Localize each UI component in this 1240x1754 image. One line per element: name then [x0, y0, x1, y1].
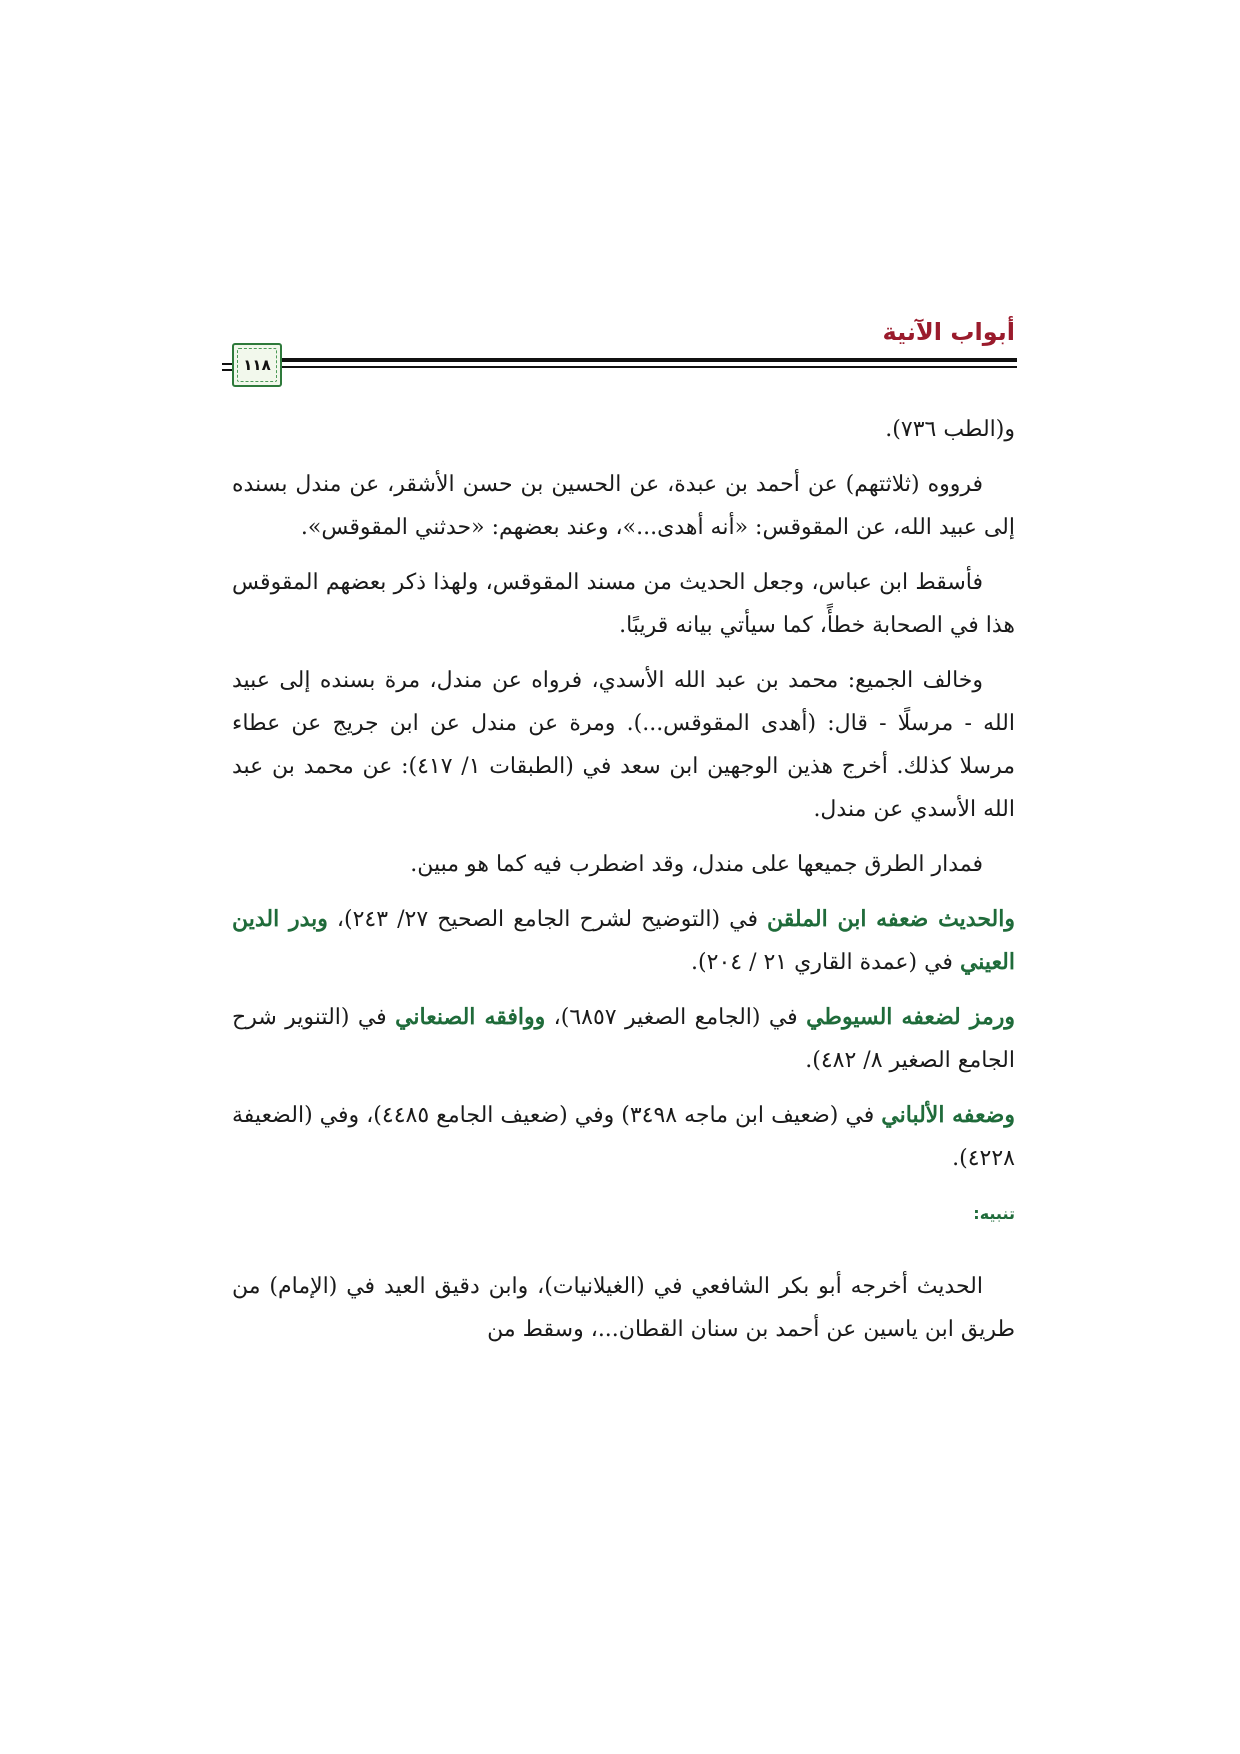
paragraph-continuation: و(الطب ٧٣٦). — [885, 417, 1015, 442]
paragraph-narrators: فرووه (ثلاثتهم) عن أحمد بن عبدة، عن الحسين بن حسن الأشقر، عن مندل بسنده إلى عبيد الله، عن المقوقس: «أنه أهدى...»، وعند بعضهم: «حدثني المقوقس». — [232, 472, 1015, 540]
highlight-ibn-mulaqqin: والحديث ضعفه ابن الملقن — [767, 906, 1015, 932]
text-segment: في (الجامع الصغير ٦٨٥٧)، — [545, 1005, 807, 1030]
header-rule-thin — [282, 366, 1017, 368]
highlight-albani: وضعفه الألباني — [881, 1102, 1015, 1128]
text-segment: في (عمدة القاري ٢١ / ٢٠٤). — [691, 950, 960, 975]
header-rule-thick — [282, 358, 1017, 362]
running-header-title: أبواب الآنية — [882, 318, 1015, 346]
page-number: ١١٨ — [243, 356, 271, 374]
page-number-badge — [232, 343, 282, 387]
page-body — [232, 408, 1015, 1363]
text-segment: في (التنوير شرح الجامع الصغير ٨/ ٤٨٢). — [232, 1005, 1015, 1073]
text-segment: في (ضعيف ابن ماجه ٣٤٩٨) وفي (ضعيف الجامع ٤٤٨٥)، وفي (الضعيفة ٤٢٢٨). — [232, 1103, 1015, 1171]
highlight-ayni: وبدر الدين العيني — [232, 906, 1015, 975]
paragraph-ibn-mulaqqin — [232, 898, 1015, 984]
paragraph-mandal: فمدار الطرق جميعها على مندل، وقد اضطرب فيه كما هو مبين. — [410, 852, 983, 877]
paragraph-note: الحديث أخرجه أبو بكر الشافعي في (الغيلانيات)، وابن دقيق العيد في (الإمام) من طريق ابن ياسين عن أحمد بن سنان القطان...، وسقط من — [232, 1274, 1015, 1342]
paragraph-suyuti — [232, 996, 1015, 1082]
note-heading: تنبيه: — [973, 1204, 1015, 1223]
text-segment: في (التوضيح لشرح الجامع الصحيح ٢٧/ ٢٤٣)، — [327, 907, 768, 932]
highlight-suyuti: ورمز لضعفه السيوطي — [806, 1004, 1015, 1030]
paragraph-asadi: وخالف الجميع: محمد بن عبد الله الأسدي، فرواه عن مندل، مرة بسنده إلى عبيد الله - مرسلًا - قال: (أهدى المقوقس...). ومرة عن مندل عن ابن جريج عن عطاء مرسلا كذلك. أخرج هذين الوجهين ابن سعد في (الطبقات ١/ ٤١٧): عن محمد بن عبد الله الأسدي عن مندل. — [232, 668, 1016, 822]
paragraph-albani — [232, 1094, 1015, 1180]
highlight-sanani: ووافقه الصنعاني — [395, 1004, 546, 1030]
paragraph-ibn-abbas: فأسقط ابن عباس، وجعل الحديث من مسند المقوقس، ولهذا ذكر بعضهم المقوقس هذا في الصحابة خطأً، كما سيأتي بيانه قريبًا. — [232, 570, 1015, 638]
